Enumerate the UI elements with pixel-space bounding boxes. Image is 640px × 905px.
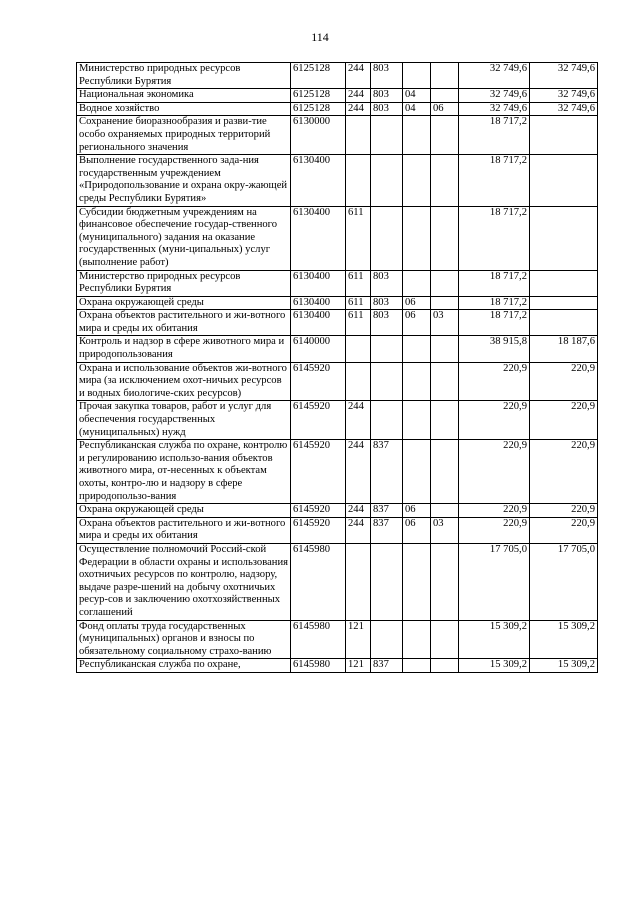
row-rz-cell	[403, 155, 431, 206]
row-csr-cell: 6125128	[291, 89, 346, 103]
row-pr-cell	[431, 659, 459, 673]
table-row	[77, 517, 598, 543]
row-sum1-cell: 220,9	[459, 401, 530, 440]
row-gr-cell: 803	[371, 270, 403, 296]
row-sum2-cell: 32 749,6	[530, 89, 598, 103]
row-csr-cell: 6145980	[291, 620, 346, 659]
row-pr-cell	[431, 362, 459, 401]
table-row	[77, 63, 598, 89]
row-csr-cell: 6130400	[291, 310, 346, 336]
row-rz-cell: 06	[403, 310, 431, 336]
row-vr-cell: 121	[346, 620, 371, 659]
table-row	[77, 336, 598, 362]
row-rz-cell	[403, 543, 431, 620]
row-pr-cell	[431, 401, 459, 440]
row-sum2-cell	[530, 206, 598, 270]
row-pr-cell	[431, 63, 459, 89]
row-pr-cell	[431, 336, 459, 362]
row-vr-cell: 244	[346, 440, 371, 504]
row-rz-cell	[403, 116, 431, 155]
row-gr-cell: 837	[371, 504, 403, 518]
row-gr-cell	[371, 206, 403, 270]
row-pr-cell	[431, 440, 459, 504]
row-vr-cell: 244	[346, 89, 371, 103]
row-sum1-cell: 15 309,2	[459, 620, 530, 659]
row-pr-cell: 03	[431, 517, 459, 543]
row-sum2-cell: 15 309,2	[530, 620, 598, 659]
row-name-cell: Осуществление полномочий Россий-ской Федерации в области охраны и использования охотничьих ресурсов по контролю, надзору, выдаче разре-шений на добычу охотничьих ресур-сов и заключению охотхозяйственных соглашений	[77, 543, 291, 620]
row-name-cell: Охрана окружающей среды	[77, 504, 291, 518]
row-sum1-cell: 38 915,8	[459, 336, 530, 362]
row-vr-cell	[346, 336, 371, 362]
row-pr-cell	[431, 206, 459, 270]
row-sum1-cell: 32 749,6	[459, 63, 530, 89]
row-rz-cell: 04	[403, 102, 431, 116]
row-rz-cell	[403, 620, 431, 659]
row-csr-cell: 6130400	[291, 296, 346, 310]
row-vr-cell: 244	[346, 401, 371, 440]
table-row	[77, 89, 598, 103]
row-gr-cell: 803	[371, 89, 403, 103]
row-name-cell: Республиканская служба по охране, контролю и регулированию использо-вания объектов животного мира, от-несенных к объектам охоты, контро-лю и надзору в сфере природопользо-вания	[77, 440, 291, 504]
row-rz-cell	[403, 336, 431, 362]
row-gr-cell	[371, 543, 403, 620]
row-rz-cell: 04	[403, 89, 431, 103]
row-csr-cell: 6145920	[291, 517, 346, 543]
row-sum1-cell: 18 717,2	[459, 206, 530, 270]
row-name-cell: Охрана объектов растительного и жи-вотного мира и среды их обитания	[77, 310, 291, 336]
row-pr-cell	[431, 89, 459, 103]
row-name-cell: Национальная экономика	[77, 89, 291, 103]
row-sum2-cell	[530, 116, 598, 155]
row-sum2-cell: 220,9	[530, 440, 598, 504]
table-row	[77, 504, 598, 518]
row-vr-cell: 244	[346, 504, 371, 518]
row-rz-cell: 06	[403, 517, 431, 543]
row-name-cell: Водное хозяйство	[77, 102, 291, 116]
row-gr-cell	[371, 116, 403, 155]
row-csr-cell: 6130400	[291, 155, 346, 206]
row-gr-cell: 803	[371, 63, 403, 89]
row-rz-cell: 06	[403, 504, 431, 518]
row-csr-cell: 6145920	[291, 440, 346, 504]
row-gr-cell: 803	[371, 310, 403, 336]
row-csr-cell: 6145920	[291, 504, 346, 518]
row-name-cell: Контроль и надзор в сфере животного мира и природопользования	[77, 336, 291, 362]
row-name-cell: Выполнение государственного зада-ния государственным учреждением «Природопользование и охрана окру-жающей среды Республики Бурятия»	[77, 155, 291, 206]
row-vr-cell: 244	[346, 63, 371, 89]
row-sum1-cell: 17 705,0	[459, 543, 530, 620]
row-gr-cell	[371, 620, 403, 659]
row-csr-cell: 6130400	[291, 270, 346, 296]
row-csr-cell: 6145980	[291, 543, 346, 620]
row-sum1-cell: 15 309,2	[459, 659, 530, 673]
table-row	[77, 270, 598, 296]
row-gr-cell	[371, 336, 403, 362]
budget-table	[76, 62, 598, 673]
row-pr-cell	[431, 270, 459, 296]
row-sum2-cell: 15 309,2	[530, 659, 598, 673]
row-sum2-cell: 220,9	[530, 517, 598, 543]
row-sum1-cell: 32 749,6	[459, 89, 530, 103]
row-sum2-cell	[530, 270, 598, 296]
table-body	[77, 63, 598, 673]
row-rz-cell	[403, 63, 431, 89]
row-sum1-cell: 220,9	[459, 517, 530, 543]
row-rz-cell	[403, 401, 431, 440]
row-sum1-cell: 18 717,2	[459, 155, 530, 206]
row-name-cell: Охрана объектов растительного и жи-вотного мира и среды их обитания	[77, 517, 291, 543]
row-sum2-cell: 17 705,0	[530, 543, 598, 620]
row-pr-cell	[431, 620, 459, 659]
row-sum1-cell: 18 717,2	[459, 270, 530, 296]
row-vr-cell: 244	[346, 102, 371, 116]
table-row	[77, 440, 598, 504]
row-name-cell: Субсидии бюджетным учреждениям на финансовое обеспечение государ-ственного (муниципального) задания на оказание государственных (муни-ципальных) услуг (выполнение работ)	[77, 206, 291, 270]
row-csr-cell: 6145920	[291, 401, 346, 440]
table-row	[77, 155, 598, 206]
page-number: 114	[311, 30, 329, 44]
table-row	[77, 310, 598, 336]
row-sum1-cell: 220,9	[459, 362, 530, 401]
row-sum2-cell: 32 749,6	[530, 63, 598, 89]
table-row	[77, 362, 598, 401]
row-sum2-cell	[530, 155, 598, 206]
row-csr-cell: 6145920	[291, 362, 346, 401]
row-name-cell: Охрана окружающей среды	[77, 296, 291, 310]
row-vr-cell	[346, 362, 371, 401]
row-sum2-cell: 220,9	[530, 504, 598, 518]
row-pr-cell	[431, 296, 459, 310]
row-csr-cell: 6140000	[291, 336, 346, 362]
row-sum1-cell: 18 717,2	[459, 116, 530, 155]
row-pr-cell: 03	[431, 310, 459, 336]
row-vr-cell: 244	[346, 517, 371, 543]
row-rz-cell	[403, 206, 431, 270]
row-csr-cell: 6125128	[291, 102, 346, 116]
row-csr-cell: 6145980	[291, 659, 346, 673]
table-row	[77, 543, 598, 620]
row-csr-cell: 6130000	[291, 116, 346, 155]
row-sum1-cell: 18 717,2	[459, 296, 530, 310]
row-name-cell: Министерство природных ресурсов Республики Бурятия	[77, 270, 291, 296]
row-gr-cell	[371, 401, 403, 440]
row-sum2-cell: 220,9	[530, 401, 598, 440]
table-row	[77, 296, 598, 310]
table-row	[77, 116, 598, 155]
row-gr-cell: 837	[371, 517, 403, 543]
row-sum1-cell: 32 749,6	[459, 102, 530, 116]
row-name-cell: Министерство природных ресурсов Республики Бурятия	[77, 63, 291, 89]
row-sum2-cell	[530, 296, 598, 310]
row-gr-cell: 803	[371, 102, 403, 116]
row-sum2-cell	[530, 310, 598, 336]
row-rz-cell: 06	[403, 296, 431, 310]
row-vr-cell	[346, 155, 371, 206]
table-row	[77, 659, 598, 673]
row-sum2-cell: 220,9	[530, 362, 598, 401]
row-name-cell: Республиканская служба по охране,	[77, 659, 291, 673]
row-rz-cell	[403, 440, 431, 504]
row-name-cell: Прочая закупка товаров, работ и услуг для обеспечения государственных (муниципальных) нужд	[77, 401, 291, 440]
row-pr-cell	[431, 543, 459, 620]
row-pr-cell	[431, 116, 459, 155]
row-pr-cell	[431, 155, 459, 206]
table-row	[77, 102, 598, 116]
row-sum2-cell: 18 187,6	[530, 336, 598, 362]
row-sum1-cell: 18 717,2	[459, 310, 530, 336]
row-vr-cell: 611	[346, 296, 371, 310]
row-gr-cell: 803	[371, 296, 403, 310]
row-vr-cell: 611	[346, 206, 371, 270]
table-row	[77, 401, 598, 440]
row-rz-cell	[403, 270, 431, 296]
row-gr-cell	[371, 362, 403, 401]
row-name-cell: Охрана и использование объектов жи-вотного мира (за исключением охот-ничьих ресурсов и водных биологиче-ских ресурсов)	[77, 362, 291, 401]
row-gr-cell: 837	[371, 440, 403, 504]
row-vr-cell: 611	[346, 310, 371, 336]
row-csr-cell: 6125128	[291, 63, 346, 89]
row-rz-cell	[403, 659, 431, 673]
table-row	[77, 206, 598, 270]
row-pr-cell: 06	[431, 102, 459, 116]
row-sum1-cell: 220,9	[459, 504, 530, 518]
row-csr-cell: 6130400	[291, 206, 346, 270]
row-vr-cell	[346, 543, 371, 620]
row-vr-cell	[346, 116, 371, 155]
row-sum1-cell: 220,9	[459, 440, 530, 504]
row-name-cell: Фонд оплаты труда государственных (муниципальных) органов и взносы по обязательному социальному страхо-ванию	[77, 620, 291, 659]
row-pr-cell	[431, 504, 459, 518]
row-name-cell: Сохранение биоразнообразия и разви-тие особо охраняемых природных территорий регионального значения	[77, 116, 291, 155]
row-gr-cell	[371, 155, 403, 206]
table-row	[77, 620, 598, 659]
row-sum2-cell: 32 749,6	[530, 102, 598, 116]
row-vr-cell: 611	[346, 270, 371, 296]
row-vr-cell: 121	[346, 659, 371, 673]
row-gr-cell: 837	[371, 659, 403, 673]
row-rz-cell	[403, 362, 431, 401]
